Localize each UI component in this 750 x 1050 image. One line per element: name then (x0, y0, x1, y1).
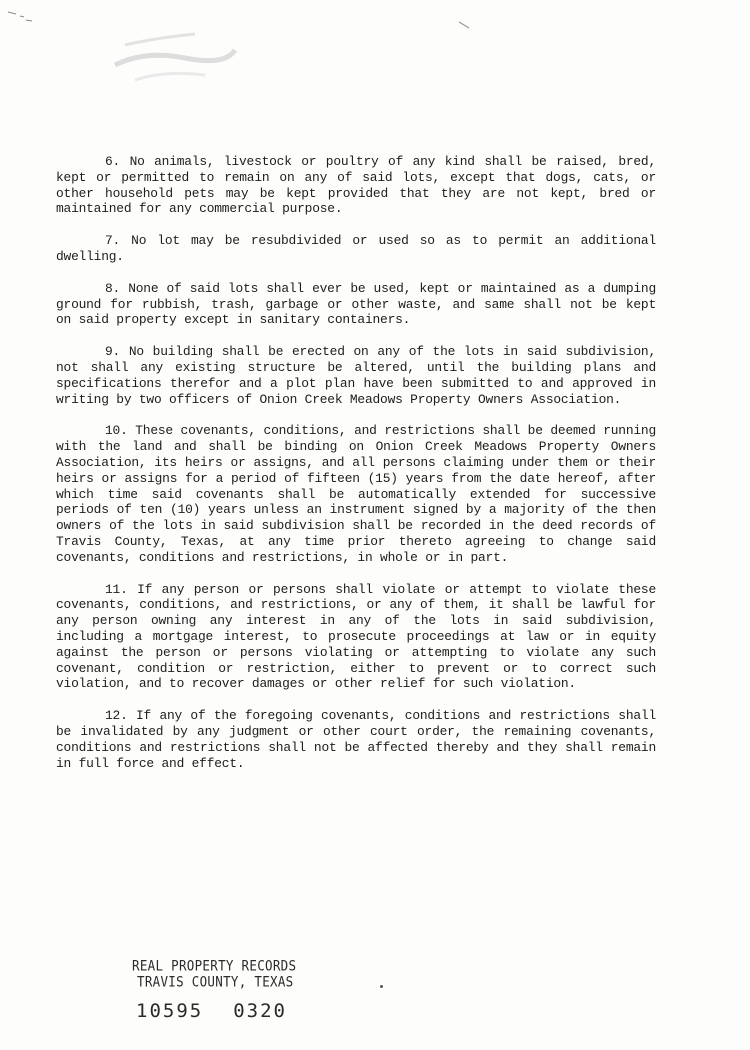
covenant-text: If any of the foregoing covenants, conditions and restrictions shall be invalidated by any judgment or other court order, the remaining covenants, conditions and restrictions shall not be affected thereby and they shall remain in full force and effect. (56, 708, 656, 771)
covenant-text: None of said lots shall ever be used, kept or maintained as a dumping ground for rubbish, trash, garbage or other waste, and same shall not be kept on said property except in sanitary containers. (56, 280, 656, 328)
covenant-text: No lot may be resubdivided or used so as to permit an additional dwelling. (56, 233, 657, 264)
covenant-number: 7. (105, 233, 121, 249)
covenant-number: 9. (105, 344, 121, 360)
covenant-text: No animals, livestock or poultry of any kind shall be raised, bred, kept or permitted to remain on any of said lots, except that dogs, cats, or other household pets may be kept provided that they are not kept, bred or maintained for any commercial purpose. (56, 154, 656, 217)
stamp-records-label: REAL PROPERTY RECORDS (132, 957, 297, 974)
stamp-page-number: 0320 (233, 1000, 287, 1022)
scan-artifact-mark (6, 8, 46, 38)
covenant-paragraph (56, 233, 656, 265)
covenant-number: 12. (105, 708, 128, 724)
covenant-number: 10. (105, 423, 128, 439)
covenant-paragraph (56, 423, 656, 565)
scan-artifact-tick (455, 16, 485, 36)
covenant-text: No building shall be erected on any of the lots in said subdivision, not shall any existing structure be altered, until the building plans and specifications therefor and a plot plan have been submitted to and approved in writing by two officers of Onion Creek Meadows Property Owners Association. (56, 344, 656, 407)
covenant-paragraph (56, 154, 656, 217)
covenants-body (56, 154, 656, 787)
covenant-paragraph (56, 708, 656, 771)
stamp-county-label: TRAVIS COUNTY, TEXAS (137, 973, 294, 990)
covenant-paragraph (56, 582, 656, 693)
covenant-number: 11. (105, 581, 128, 597)
covenant-text: If any person or persons shall violate or attempt to violate these covenants, conditions, and restrictions, or any of them, it shall be lawful for any person owning any interest in any of the lots in said subdivision, including a mortgage interest, to prosecute proceedings at law or in equity against the person or persons violating or attempting to violate any such covenant, condition or restriction, either to prevent or to correct such violation, and to recover damages or other relief for such violation. (56, 581, 656, 692)
scan-smudge (95, 20, 245, 90)
scan-speck (380, 985, 383, 988)
stamp-volume-number: 10595 (136, 1000, 204, 1022)
covenant-paragraph (56, 344, 656, 407)
covenant-number: 8. (105, 280, 121, 296)
covenant-paragraph (56, 281, 656, 328)
covenant-text: These covenants, conditions, and restrictions shall be deemed running with the land and shall be binding on Onion Creek Meadows Property Owners Association, its heirs or assigns, and all persons claiming under them or their heirs or assigns for a period of fifteen (15) years from the date hereof, after which time said covenants shall be automatically extended for successive periods of ten (10) years unless an instrument signed by a majority of the then owners of the lots in said subdivision shall be recorded in the deed records of Travis County, Texas, at any time prior thereto agreeing to change said covenants, conditions and restrictions, in whole or in part. (56, 423, 656, 565)
covenant-number: 6. (105, 154, 121, 169)
recording-stamp (132, 958, 332, 1022)
stamp-volume-page (136, 1000, 332, 1022)
